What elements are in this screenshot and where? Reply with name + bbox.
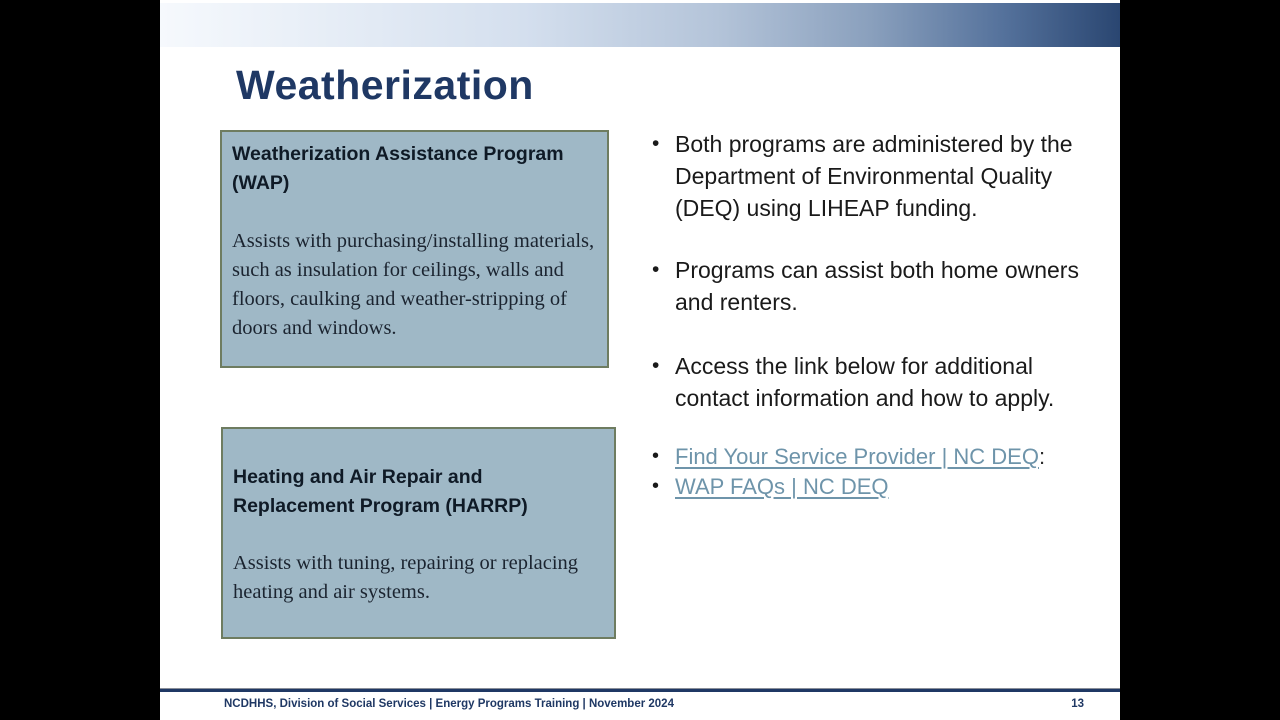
link-suffix: : (1038, 444, 1046, 469)
footer-divider (160, 688, 1120, 692)
bullet-text: Programs can assist both home owners and renters. (675, 257, 1079, 315)
wap-box (220, 130, 609, 368)
bullet-column (650, 128, 1090, 501)
bullet-item (650, 254, 1090, 318)
wap-box-heading: Weatherization Assistance Program (WAP) (232, 143, 564, 194)
letterbox-left (0, 0, 160, 720)
wap-faqs-link[interactable]: WAP FAQs | NC DEQ (675, 473, 889, 499)
slide (160, 0, 1120, 720)
footer-text: NCDHHS, Division of Social Services | Energy Programs Training | November 2024 (224, 698, 674, 710)
service-provider-link[interactable]: Find Your Service Provider | NC DEQ (675, 444, 1039, 469)
bullet-text: Access the link below for additional contact information and how to apply. (675, 353, 1055, 411)
bullet-item (650, 350, 1090, 414)
harrp-box-heading: Heating and Air Repair and Replacement Program (HARRP) (233, 466, 528, 517)
letterbox-right (1120, 0, 1280, 720)
harrp-box-body: Assists with tuning, repairing or replacing heating and air systems. (233, 552, 579, 603)
wap-box-body: Assists with purchasing/installing materials, such as insulation for ceilings, walls and floors, caulking and weather-stripping of doors and windows. (232, 230, 595, 339)
bullet-text: Both programs are administered by the Department of Environmental Quality (DEQ) using LIHEAP funding. (675, 131, 1073, 221)
link-list (650, 442, 1090, 501)
slide-title: Weatherization (236, 62, 534, 108)
bullet-list (650, 128, 1090, 414)
bullet-item (650, 128, 1090, 224)
link-item (650, 472, 1090, 502)
harrp-box (221, 427, 616, 639)
header-gradient-band (160, 3, 1120, 47)
page-number: 13 (1071, 698, 1084, 710)
link-item (650, 442, 1090, 472)
